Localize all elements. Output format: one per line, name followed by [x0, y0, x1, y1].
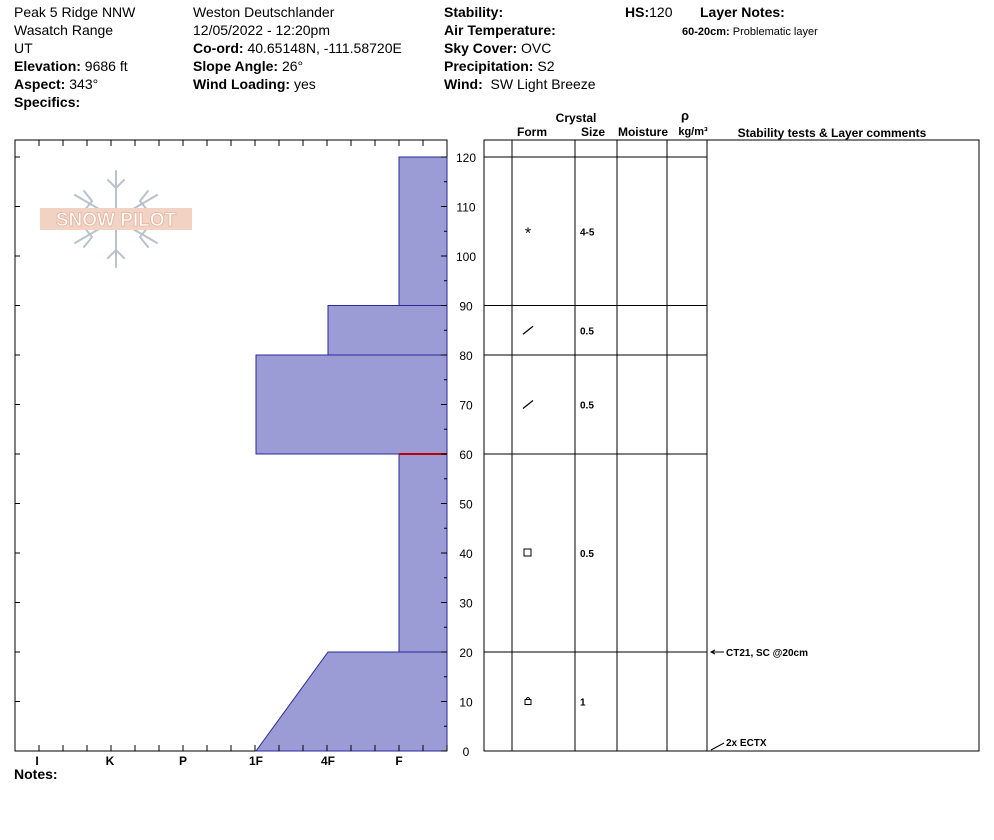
hardness-tick-label: F [395, 754, 403, 768]
crystal-form-new-snow: * [524, 225, 532, 243]
hardness-tick-label: I [35, 754, 39, 768]
crystal-size: 0.5 [580, 549, 594, 560]
crystal-size: 0.5 [580, 400, 594, 412]
size-header: Size [580, 125, 606, 139]
crystal-form-decomposing [523, 326, 533, 334]
layer-table-frame [484, 140, 979, 751]
state-name: UT [14, 40, 33, 56]
test-leader-line [711, 743, 724, 750]
crystal-size: 4-5 [580, 227, 595, 239]
wind-loading: Wind Loading: yes [193, 76, 316, 92]
crystal-form-faceted [524, 549, 531, 556]
observation-datetime: 12/05/2022 - 12:20pm [193, 22, 330, 38]
height-tick-label: 80 [459, 349, 473, 363]
hardness-tick-label: 1F [248, 754, 264, 768]
height-tick-label: 20 [459, 646, 473, 660]
density-header: kg/m³ [678, 126, 708, 138]
slope-angle: Slope Angle: 26° [193, 58, 304, 74]
height-tick-label: 0 [462, 745, 470, 759]
hardness-layer [399, 157, 447, 306]
observer-name: Weston Deutschlander [193, 4, 335, 20]
height-tick-label: 110 [456, 200, 476, 215]
crystal-size: 1 [580, 697, 586, 709]
crystal-size: 0.5 [580, 326, 594, 338]
comments-header: Stability tests & Layer comments [737, 126, 927, 140]
location-name: Peak 5 Ridge NNW [14, 4, 136, 20]
form-header: Form [517, 125, 547, 139]
range-name: Wasatch Range [14, 22, 114, 38]
height-tick-label: 30 [459, 596, 473, 611]
crystal-header: Crystal [555, 111, 597, 125]
hardness-layer [256, 355, 447, 454]
height-tick-label: 70 [459, 398, 473, 413]
elevation: Elevation: 9686 ft [14, 58, 128, 74]
aspect: Aspect: 343° [14, 76, 99, 92]
hardness-layer [256, 652, 447, 751]
hardness-tick-label: P [178, 754, 188, 768]
hardness-layer [328, 306, 447, 356]
air-temperature: Air Temperature: [444, 22, 556, 38]
height-tick-label: 60 [459, 448, 473, 462]
coordinates: Co-ord: 40.65148N, -111.58720E [193, 40, 402, 56]
hardness-tick-label: 4F [320, 754, 336, 768]
hardness-layer [399, 454, 447, 652]
column-dividers [512, 140, 707, 751]
layer-notes-title: Layer Notes: [700, 4, 785, 20]
moisture-header: Moisture [617, 125, 669, 139]
notes-label: Notes: [14, 766, 58, 782]
sky-cover: Sky Cover: OVC [444, 40, 552, 56]
rho-header: ρ [680, 108, 690, 123]
wind: Wind: SW Light Breeze [444, 76, 596, 92]
snow-height: HS:120 [625, 4, 673, 20]
stability: Stability: [444, 4, 504, 20]
hardness-tick-label: K [105, 754, 115, 768]
height-tick-label: 90 [459, 299, 473, 314]
stability-test: 2x ECTX [726, 738, 767, 749]
height-tick-label: 120 [455, 151, 477, 165]
height-tick-label: 100 [455, 250, 477, 264]
crystal-form-depth-hoar [525, 700, 531, 705]
svg-text:SNOW PILOT: SNOW PILOT [55, 210, 177, 231]
crystal-form-decomposing [523, 401, 533, 409]
stability-test: CT21, SC @20cm [726, 648, 809, 659]
snowpilot-logo [40, 171, 192, 267]
precipitation: Precipitation: S2 [444, 58, 555, 74]
layer-note: 60-20cm: Problematic layer [682, 26, 818, 38]
height-tick-label: 40 [459, 547, 473, 561]
height-tick-label: 10 [459, 695, 473, 710]
specifics: Specifics: [14, 94, 81, 110]
height-tick-label: 50 [459, 497, 473, 512]
